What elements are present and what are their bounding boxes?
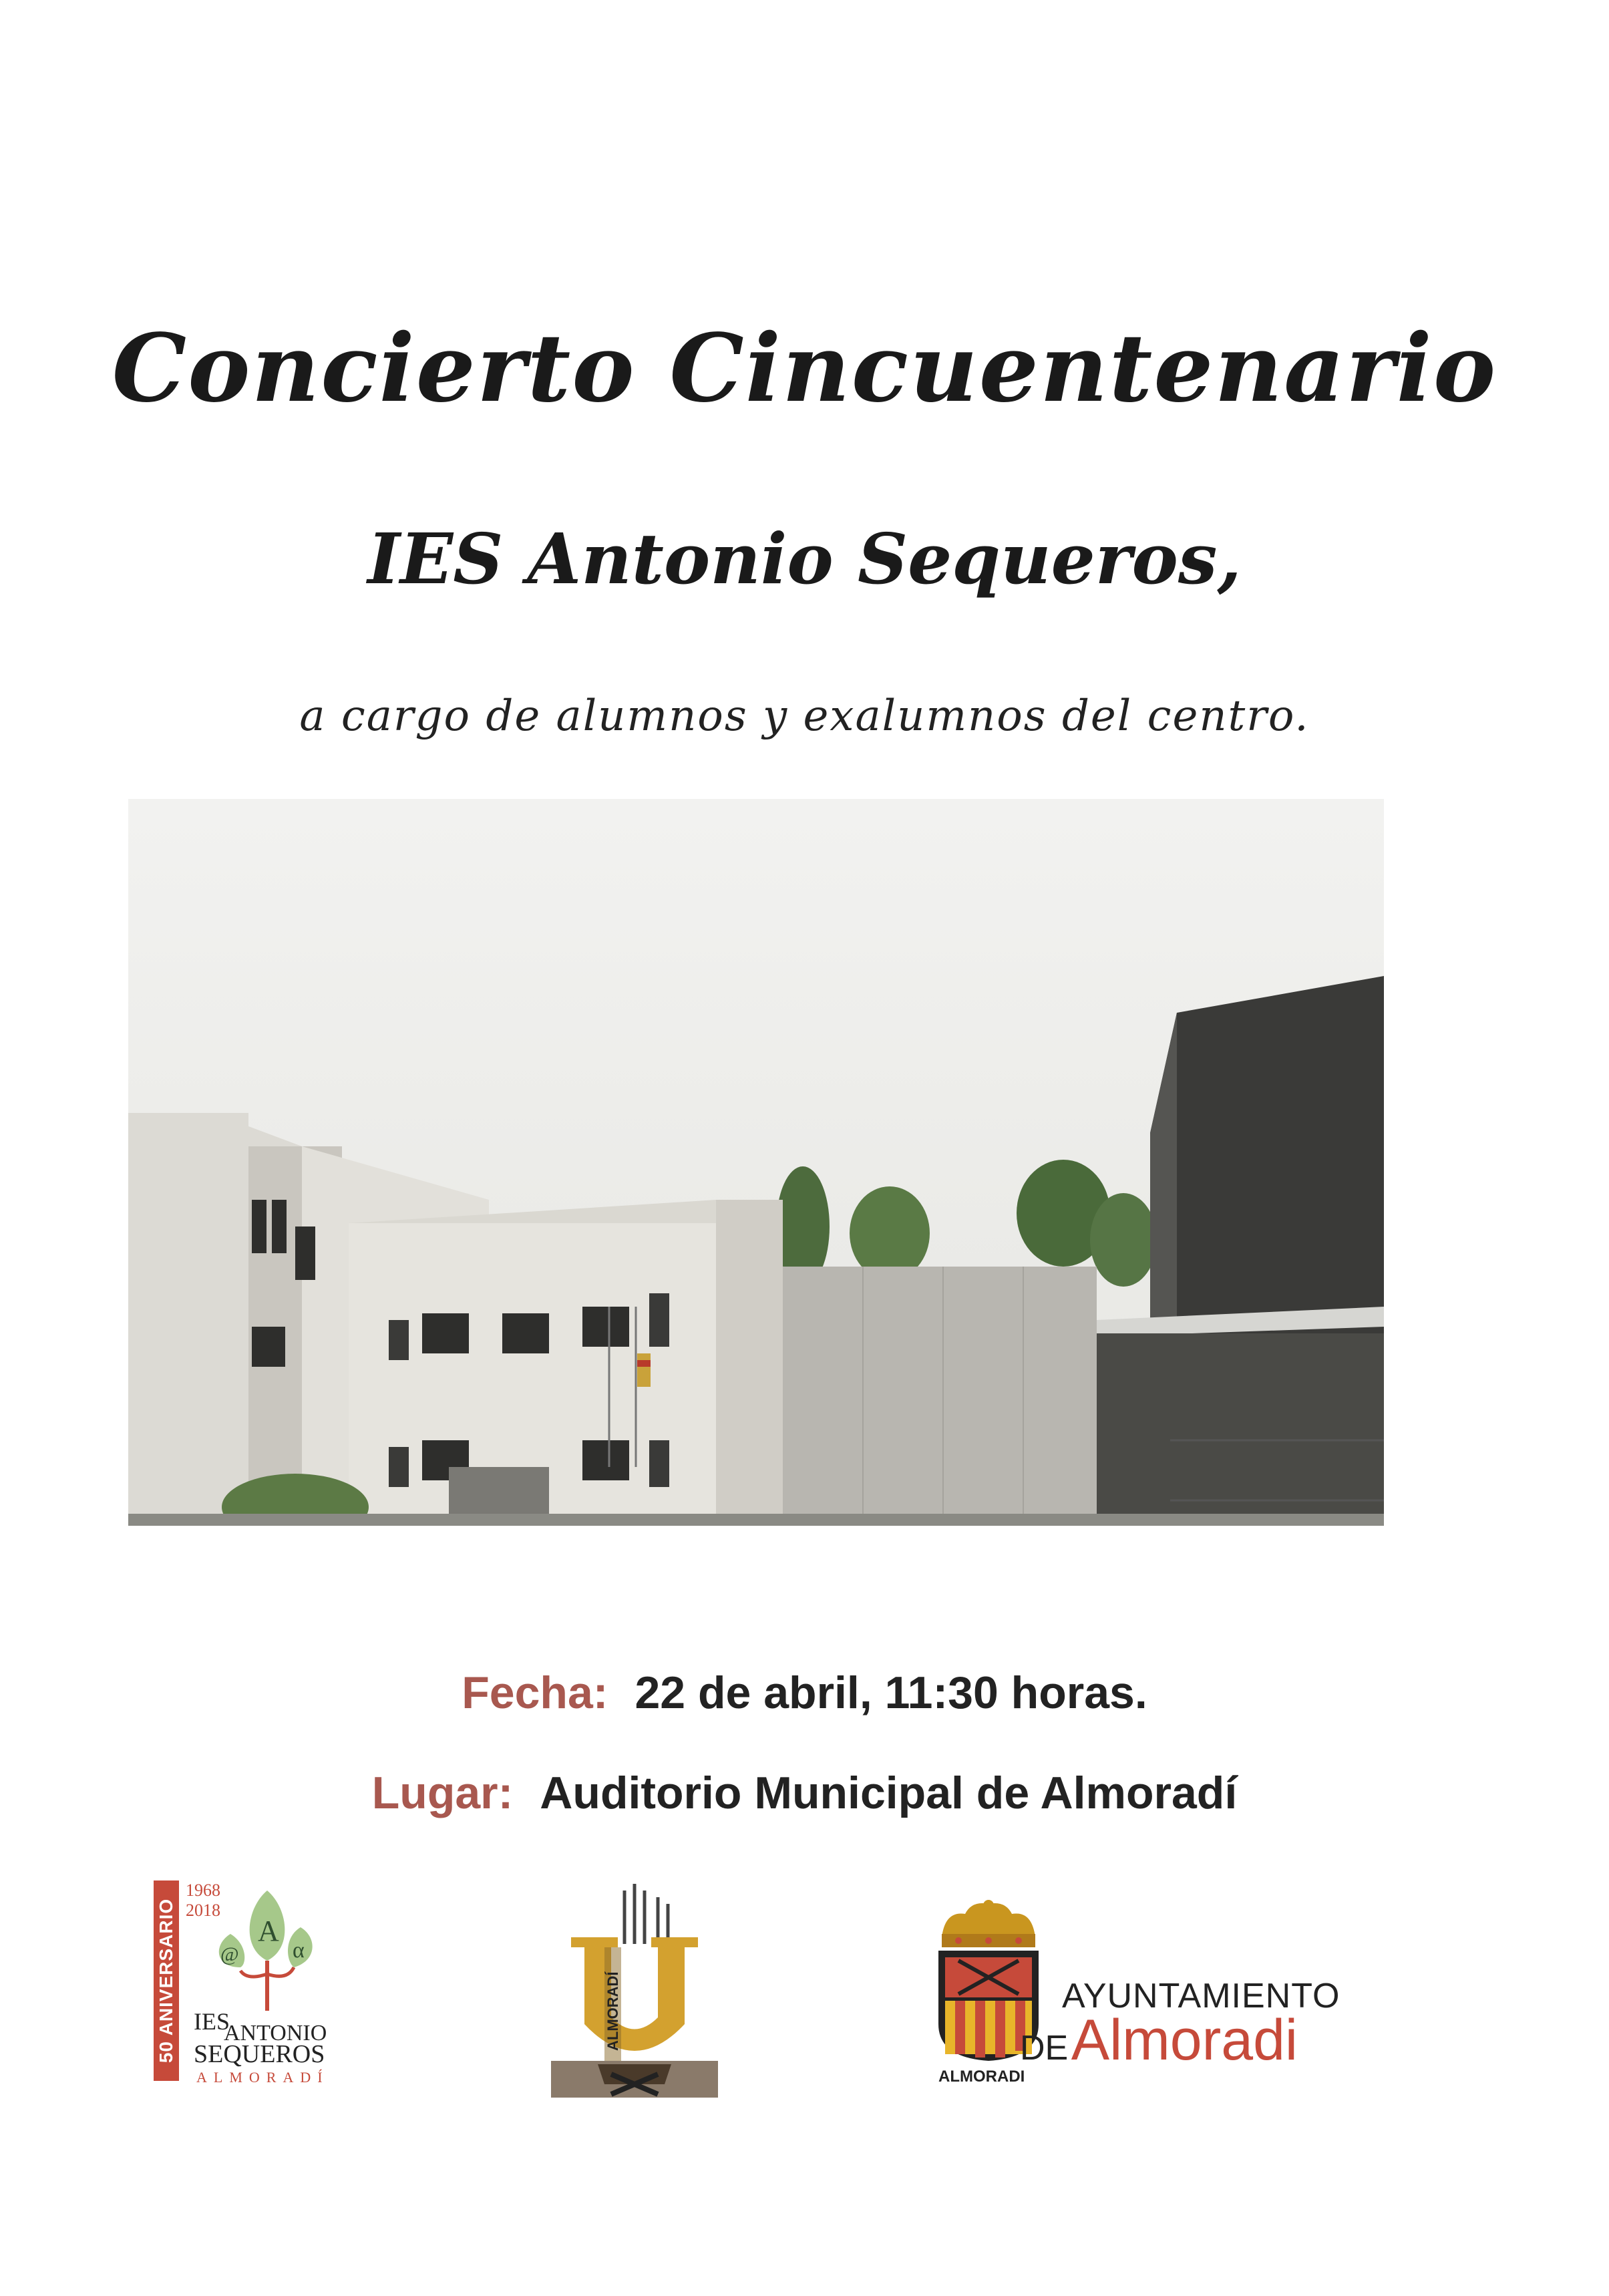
ayuntamiento-name: Almoradi: [1071, 2008, 1298, 2072]
poster-tagline: a cargo de alumnos y exalumnos del centro.: [299, 691, 1310, 741]
place-label: Lugar:: [371, 1768, 514, 1818]
almoradi-u-logo: [551, 1884, 718, 2101]
year-end: 2018: [186, 1901, 220, 1920]
ies-line1: IES: [194, 2008, 230, 2035]
anniversary-text: 50 ANIVERSARIO: [156, 1898, 176, 2064]
crest-caption: ALMORADI: [938, 2068, 1025, 2086]
svg-text:@: @: [220, 1943, 239, 1965]
anniversary-band: [154, 1880, 179, 2081]
poster-title: Concierto Cincuentenario: [112, 314, 1497, 424]
ayuntamiento-line1: AYUNTAMIENTO: [1062, 1977, 1340, 2015]
ayuntamiento-line2: [1020, 2007, 1298, 2074]
date-value: 22 de abril, 11:30 horas.: [635, 1667, 1147, 1718]
ayuntamiento-de: DE: [1020, 2029, 1069, 2068]
ayuntamiento-logo: [932, 1897, 1373, 2098]
ies-anniversary-logo: [154, 1880, 354, 2094]
building-photo: [128, 799, 1384, 1526]
plant-icon: [200, 1887, 321, 2014]
svg-text:α: α: [293, 1938, 305, 1963]
mid-logo-label: ALMORADÍ: [604, 1971, 621, 2051]
place-value: Auditorio Municipal de Almoradí: [540, 1768, 1238, 1818]
ies-line3: SEQUEROS: [194, 2040, 325, 2068]
ies-line4: ALMORADÍ: [196, 2069, 329, 2086]
ies-line2: ANTONIO: [224, 2021, 327, 2045]
svg-text:A: A: [258, 1915, 279, 1947]
poster-subtitle: IES Antonio Sequeros,: [367, 518, 1242, 600]
date-label: Fecha:: [462, 1667, 608, 1718]
year-start: 1968: [186, 1880, 220, 1900]
event-place: [0, 1767, 1609, 1819]
event-date: [0, 1667, 1609, 1719]
